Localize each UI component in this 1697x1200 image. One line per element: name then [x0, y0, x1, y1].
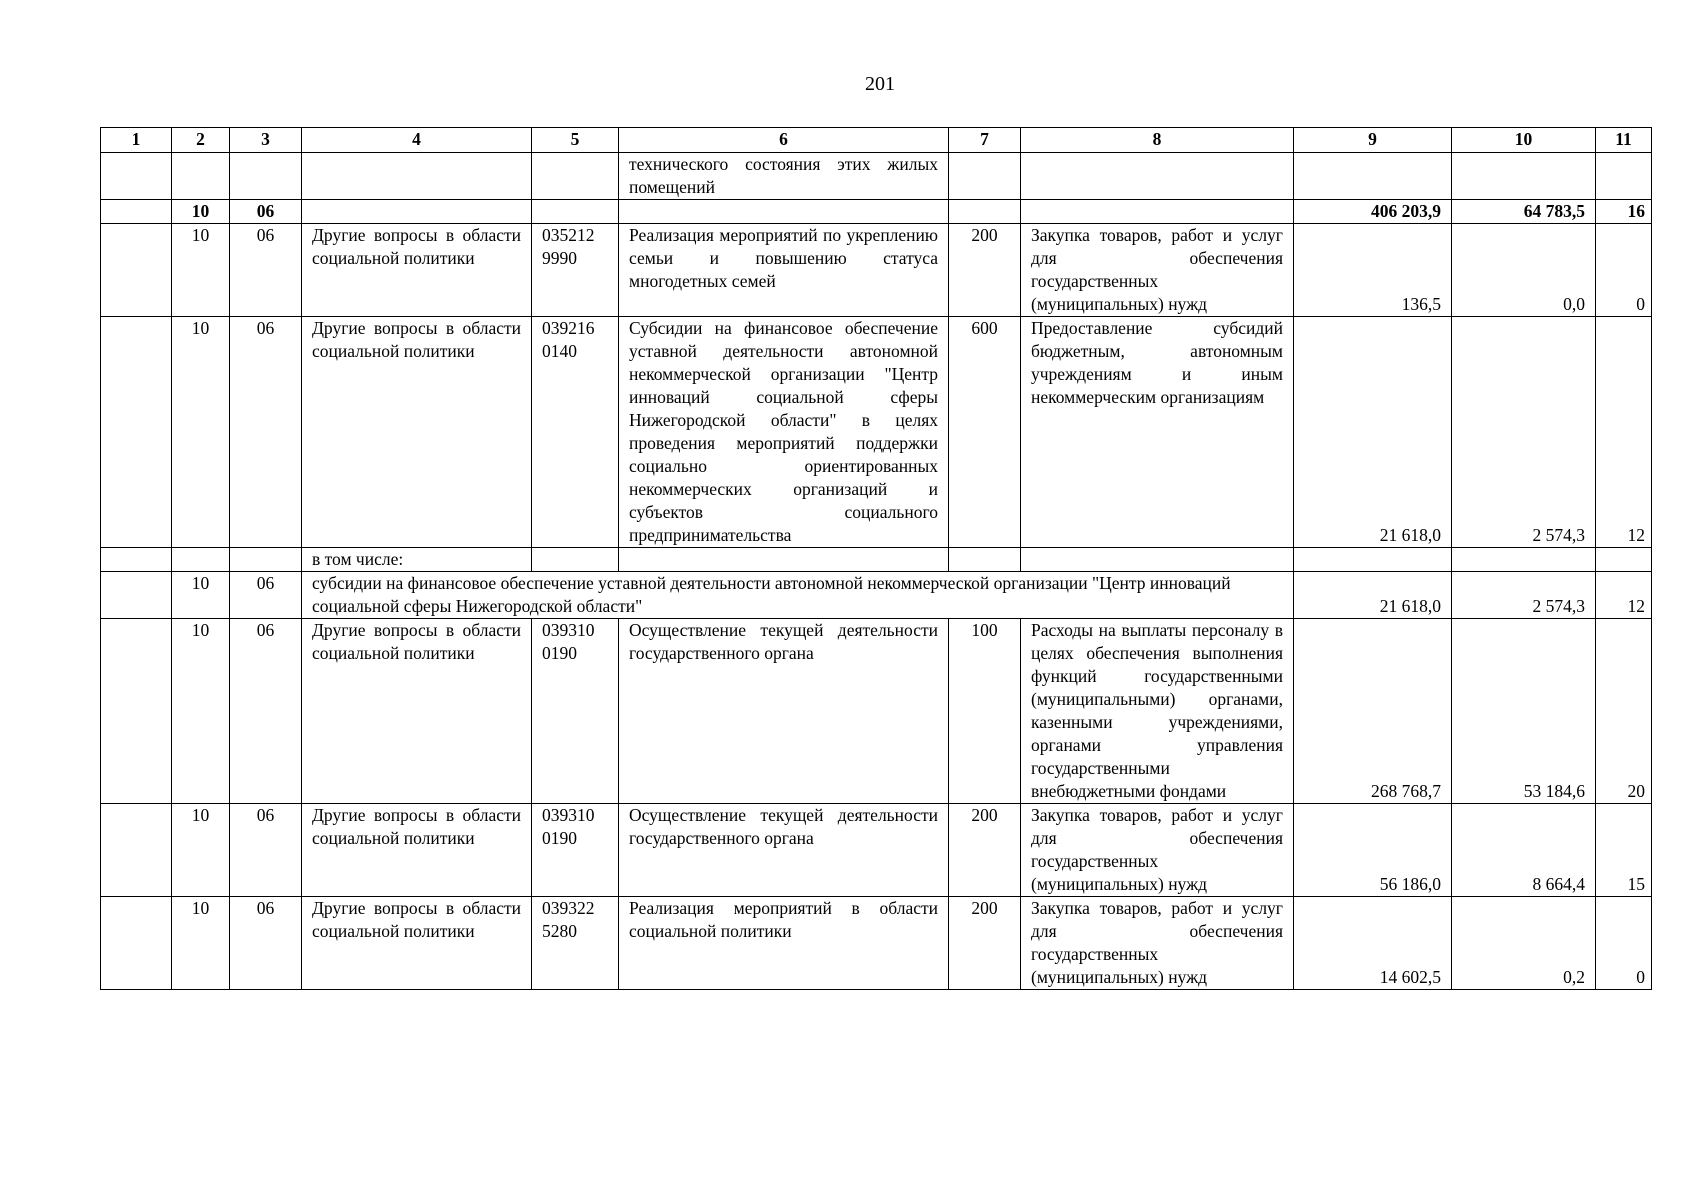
cell-c2: 10 [172, 619, 230, 804]
table-row [101, 317, 1652, 548]
cell-c11: 12 [1596, 317, 1652, 548]
cell-c2: 10 [172, 897, 230, 990]
cell-c10: 2 574,3 [1452, 317, 1596, 548]
header-cell: 11 [1596, 128, 1652, 153]
empty-cell [949, 548, 1021, 572]
empty-cell [1294, 153, 1452, 200]
header-cell: 1 [101, 128, 172, 153]
header-cell: 9 [1294, 128, 1452, 153]
cell-c11: 16 [1596, 200, 1652, 224]
empty-cell [101, 897, 172, 990]
cell-c7: 600 [949, 317, 1021, 548]
table-row-note [101, 548, 1652, 572]
table-row-continuation [101, 153, 1652, 200]
cell-c4: Другие вопросы в области социальной политики [302, 619, 532, 804]
cell-c8: Расходы на выплаты персоналу в целях обеспечения выполнения функций государственными (муниципальными) органами, казенными учреждениями, органами управления государственными внебюджетными фондами [1021, 619, 1294, 804]
cell-c3: 06 [230, 572, 302, 619]
cell-c9: 21 618,0 [1294, 572, 1452, 619]
cell-c9: 268 768,7 [1294, 619, 1452, 804]
cell-c11: 0 [1596, 224, 1652, 317]
cell-c4: Другие вопросы в области социальной политики [302, 317, 532, 548]
cell-c4: Другие вопросы в области социальной политики [302, 897, 532, 990]
cell-c2: 10 [172, 572, 230, 619]
empty-cell [230, 153, 302, 200]
cell-c5: 039310 0190 [532, 804, 619, 897]
empty-cell [1021, 548, 1294, 572]
header-cell: 4 [302, 128, 532, 153]
header-cell: 3 [230, 128, 302, 153]
cell-c3: 06 [230, 804, 302, 897]
empty-cell [532, 548, 619, 572]
cell-c8: Закупка товаров, работ и услуг для обеспечения государственных (муниципальных) нужд [1021, 897, 1294, 990]
table-row-total [101, 200, 1652, 224]
cell-c6: Реализация мероприятий в области социальной политики [619, 897, 949, 990]
empty-cell [172, 548, 230, 572]
cell-c8: Предоставление субсидий бюджетным, автономным учреждениям и иным некоммерческим организациям [1021, 317, 1294, 548]
table-row [101, 619, 1652, 804]
cell-c6: Осуществление текущей деятельности государственного органа [619, 804, 949, 897]
empty-cell [230, 548, 302, 572]
empty-cell [619, 548, 949, 572]
table-row [101, 224, 1652, 317]
empty-cell [1452, 153, 1596, 200]
empty-cell [949, 153, 1021, 200]
empty-cell [101, 200, 172, 224]
empty-cell [101, 224, 172, 317]
cell-c3: 06 [230, 317, 302, 548]
cell-c9: 406 203,9 [1294, 200, 1452, 224]
cell-c3: 06 [230, 897, 302, 990]
empty-cell [1294, 548, 1452, 572]
cell-c10: 0,0 [1452, 224, 1596, 317]
empty-cell [949, 200, 1021, 224]
table-row-subitem [101, 572, 1652, 619]
cell-c5: 035212 9990 [532, 224, 619, 317]
cell-c11: 15 [1596, 804, 1652, 897]
table-body [101, 128, 1652, 990]
empty-cell [302, 200, 532, 224]
cell-c9: 14 602,5 [1294, 897, 1452, 990]
cell-c8: Закупка товаров, работ и услуг для обеспечения государственных (муниципальных) нужд [1021, 804, 1294, 897]
cell-c2: 10 [172, 317, 230, 548]
empty-cell [619, 200, 949, 224]
cell-c5: 039322 5280 [532, 897, 619, 990]
cell-c7: 200 [949, 897, 1021, 990]
empty-cell [101, 317, 172, 548]
cell-c7: 200 [949, 804, 1021, 897]
cell-c3: 06 [230, 200, 302, 224]
cell-c2: 10 [172, 200, 230, 224]
cell-c3: 06 [230, 224, 302, 317]
empty-cell [1596, 153, 1652, 200]
cell-c6: технического состояния этих жилых помещений [619, 153, 949, 200]
cell-c10: 64 783,5 [1452, 200, 1596, 224]
cell-c6: Осуществление текущей деятельности государственного органа [619, 619, 949, 804]
cell-c10: 0,2 [1452, 897, 1596, 990]
empty-cell [302, 153, 532, 200]
empty-cell [532, 153, 619, 200]
empty-cell [101, 548, 172, 572]
cell-c4: субсидии на финансовое обеспечение уставной деятельности автономной некоммерческой организации "Центр инноваций социальной сферы Нижегородской области" [302, 572, 1294, 619]
empty-cell [532, 200, 619, 224]
empty-cell [101, 619, 172, 804]
header-cell: 7 [949, 128, 1021, 153]
table-row [101, 804, 1652, 897]
header-cell: 2 [172, 128, 230, 153]
empty-cell [1021, 153, 1294, 200]
cell-c9: 56 186,0 [1294, 804, 1452, 897]
cell-c5: 039216 0140 [532, 317, 619, 548]
cell-c6: Реализация мероприятий по укреплению семьи и повышению статуса многодетных семей [619, 224, 949, 317]
empty-cell [101, 153, 172, 200]
cell-c7: 200 [949, 224, 1021, 317]
header-cell: 6 [619, 128, 949, 153]
empty-cell [172, 153, 230, 200]
table-header-row [101, 128, 1652, 153]
cell-c11: 20 [1596, 619, 1652, 804]
header-cell: 5 [532, 128, 619, 153]
empty-cell [1596, 548, 1652, 572]
cell-c5: 039310 0190 [532, 619, 619, 804]
cell-c6: Субсидии на финансовое обеспечение уставной деятельности автономной некоммерческой организации "Центр инноваций социальной сферы Нижегородской области" в целях проведения мероприятий поддержки социально ориентированных некоммерческих организаций и субъектов социального предпринимательства [619, 317, 949, 548]
empty-cell [101, 804, 172, 897]
cell-c11: 12 [1596, 572, 1652, 619]
cell-c10: 2 574,3 [1452, 572, 1596, 619]
cell-c4: Другие вопросы в области социальной политики [302, 224, 532, 317]
cell-c11: 0 [1596, 897, 1652, 990]
cell-c8: Закупка товаров, работ и услуг для обеспечения государственных (муниципальных) нужд [1021, 224, 1294, 317]
table-row [101, 897, 1652, 990]
cell-c7: 100 [949, 619, 1021, 804]
empty-cell [101, 572, 172, 619]
cell-c4: Другие вопросы в области социальной политики [302, 804, 532, 897]
header-cell: 8 [1021, 128, 1294, 153]
cell-c9: 21 618,0 [1294, 317, 1452, 548]
budget-table [100, 127, 1652, 990]
empty-cell [1021, 200, 1294, 224]
cell-c4: в том числе: [302, 548, 532, 572]
page-number: 201 [865, 73, 895, 95]
cell-c2: 10 [172, 224, 230, 317]
header-cell: 10 [1452, 128, 1596, 153]
cell-c10: 8 664,4 [1452, 804, 1596, 897]
cell-c3: 06 [230, 619, 302, 804]
empty-cell [1452, 548, 1596, 572]
cell-c2: 10 [172, 804, 230, 897]
cell-c9: 136,5 [1294, 224, 1452, 317]
cell-c10: 53 184,6 [1452, 619, 1596, 804]
